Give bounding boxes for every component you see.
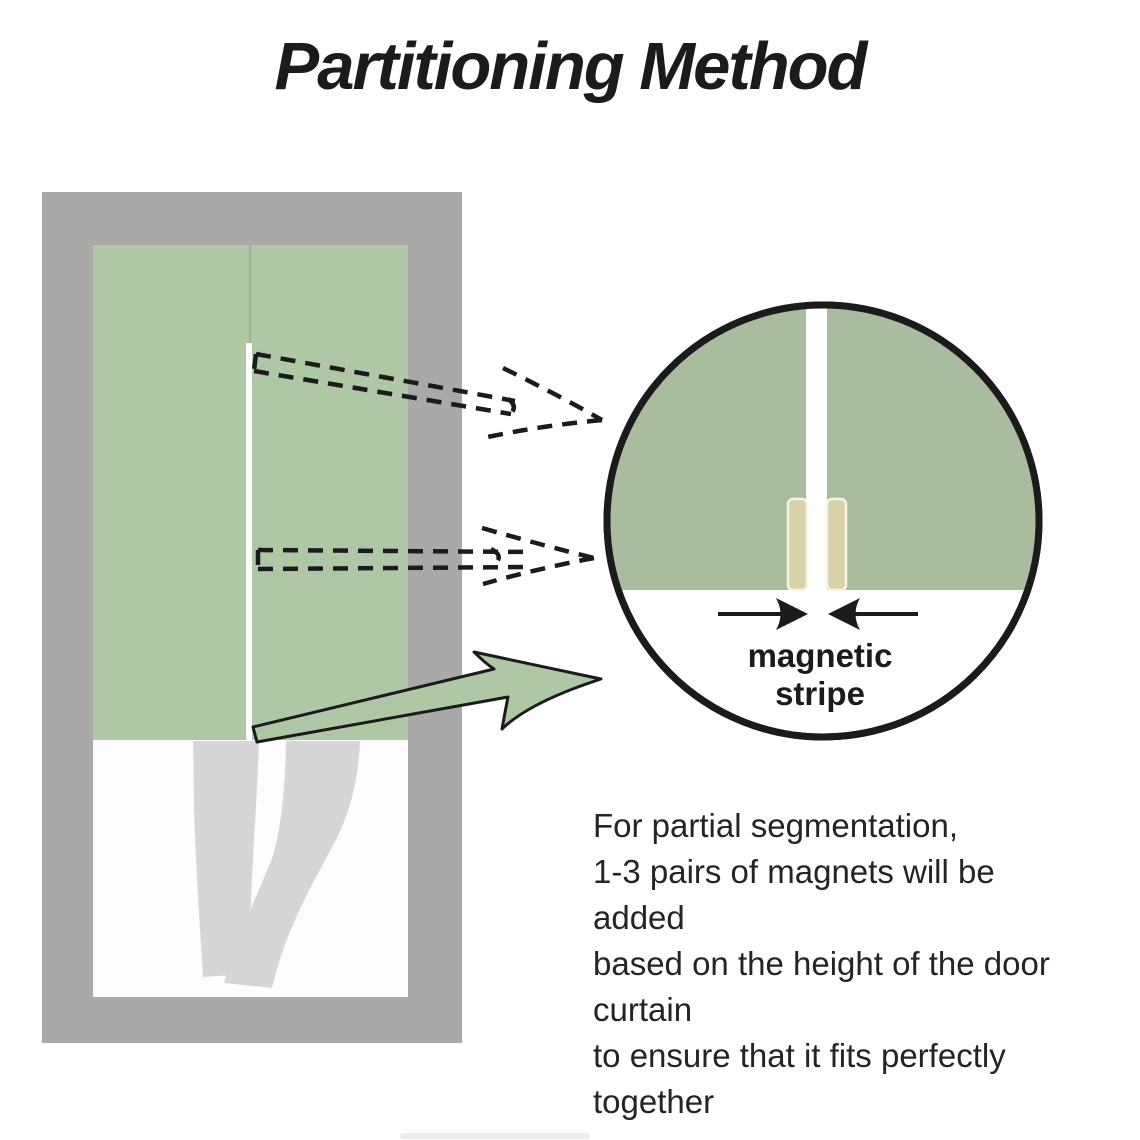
description-line: based on the height of the door curtain <box>593 945 1050 1028</box>
magnet-stripe-left <box>788 499 807 590</box>
home-indicator-bar <box>400 1133 590 1139</box>
page-title: Partitioning Method <box>274 29 866 104</box>
description-line: to ensure that it fits perfectly together <box>593 1037 1006 1120</box>
description-line: For partial segmentation, <box>593 807 959 844</box>
description-line: 1-3 pairs of magnets will be added <box>593 853 995 936</box>
dashed-callout-arrow-top-icon <box>254 354 602 438</box>
zoomed-split-gap <box>806 298 827 590</box>
magnetic-stripe-label: magnetic stripe <box>747 637 893 712</box>
green-callout-arrow-icon <box>253 652 601 742</box>
person-legs-silhouette-icon <box>193 741 360 988</box>
magnet-stripe-right <box>827 499 846 590</box>
dashed-callout-arrow-middle-icon <box>258 528 594 584</box>
description-text <box>593 803 1073 1125</box>
